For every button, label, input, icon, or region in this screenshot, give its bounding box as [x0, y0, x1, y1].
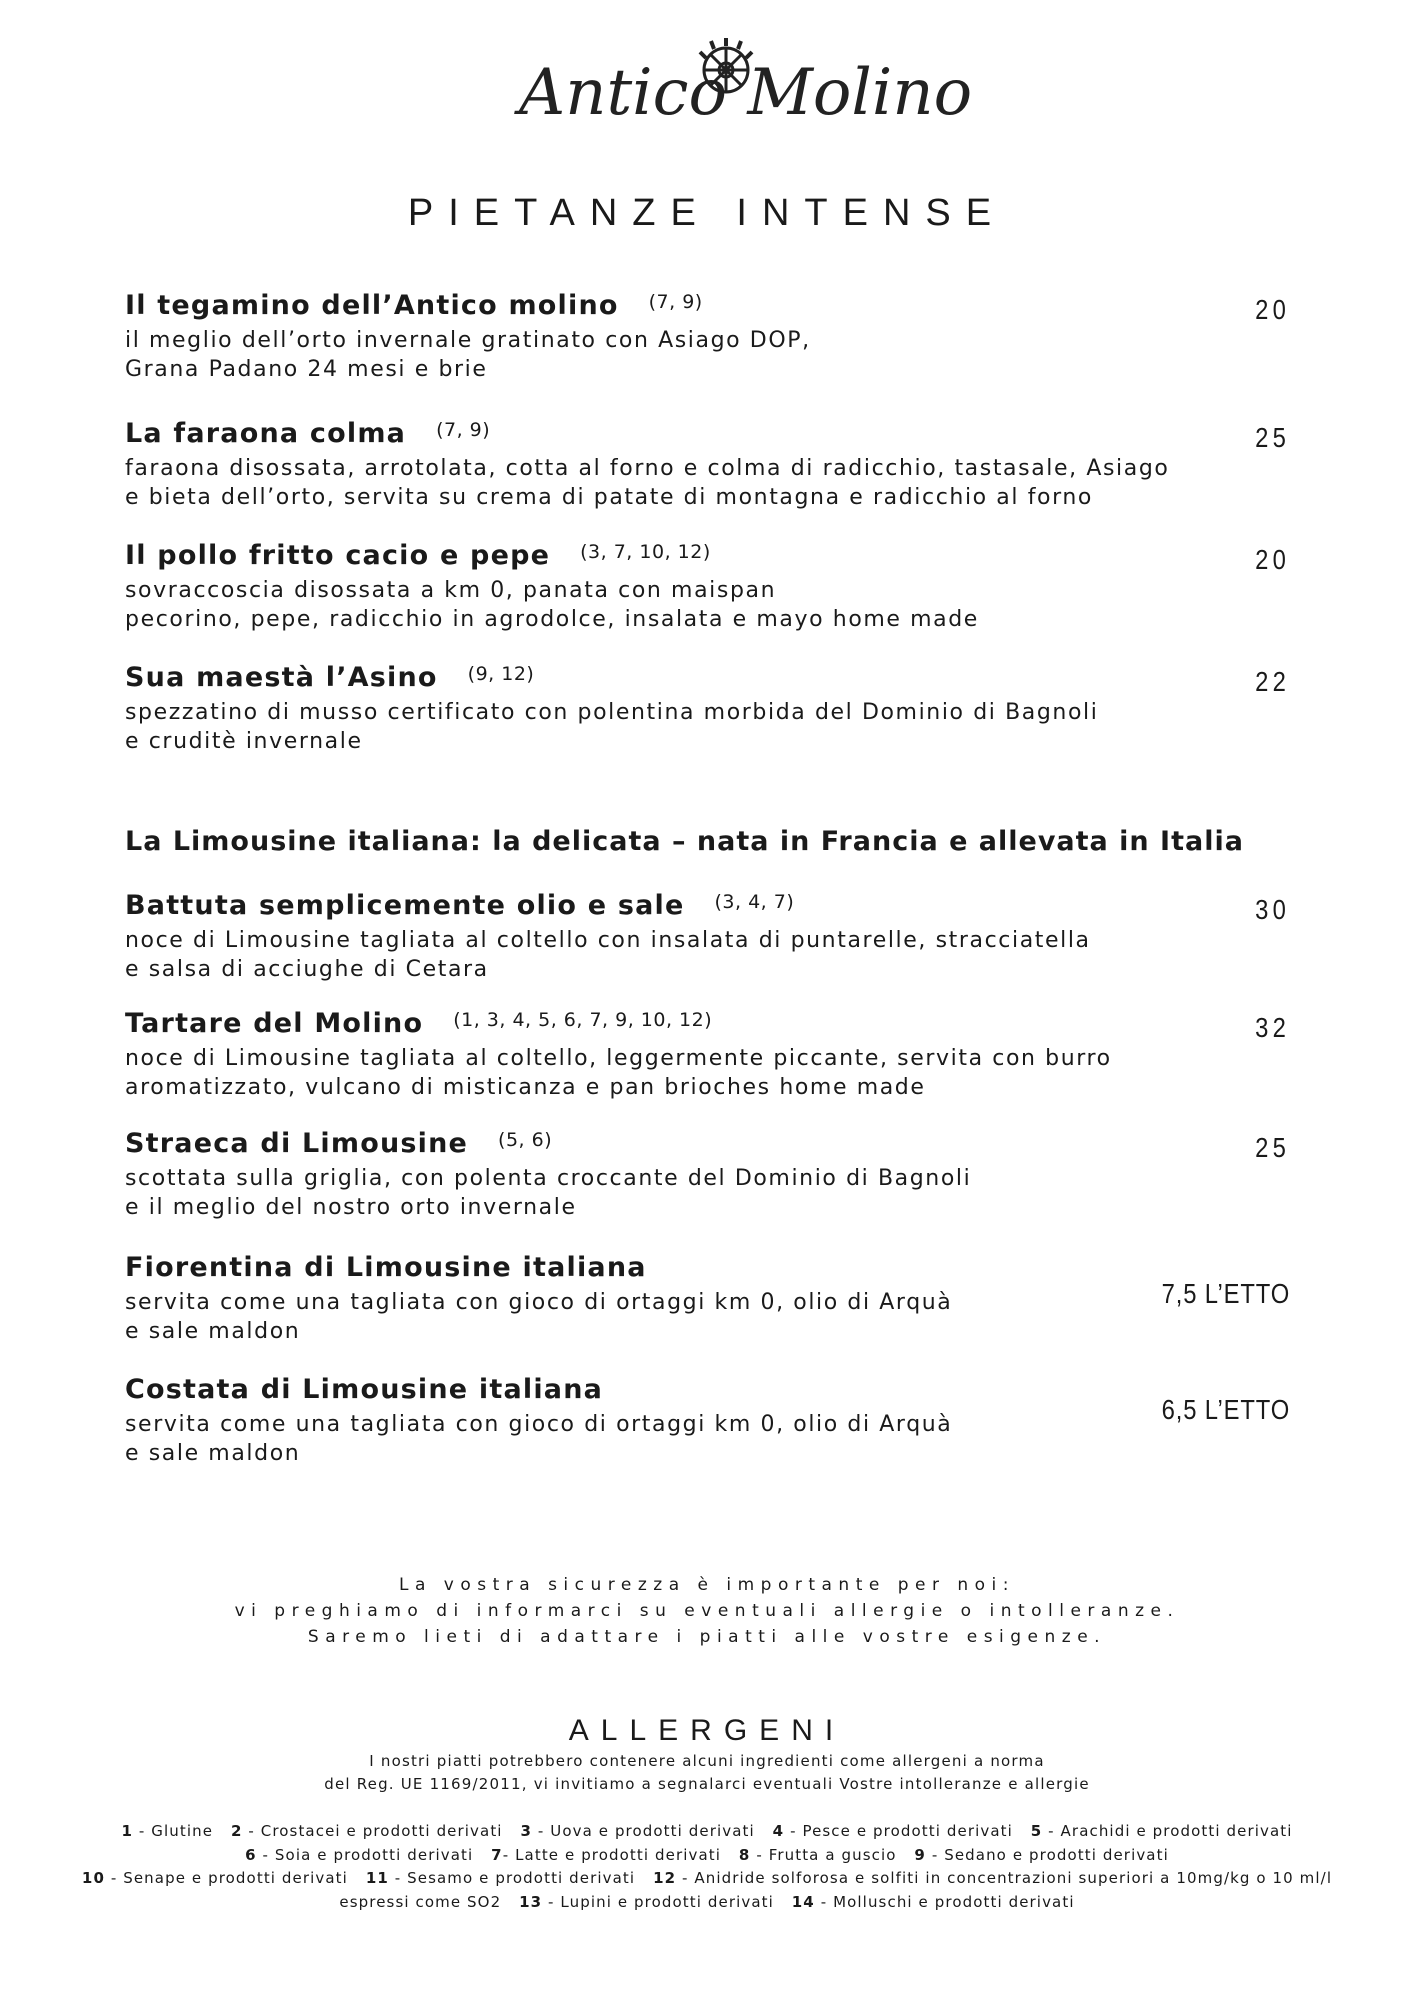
allergen-legend-line [0, 1867, 1414, 1891]
dish-name: Il pollo fritto cacio e pepe [125, 540, 551, 571]
allergeni-subtitle-line: I nostri piatti potrebbero contenere alcuni ingredienti come allergeni a norma [369, 1752, 1045, 1770]
dish-price: 30 [1255, 894, 1290, 925]
allergen-entry: espressi come SO2 [339, 1892, 502, 1911]
dish-allergens: (5, 6) [498, 1129, 553, 1151]
dish-description-line: pecorino, pepe, radicchio in agrodolce, insalata e mayo home made [125, 607, 979, 632]
brand-logo [514, 36, 973, 131]
allergen-legend-line [0, 1844, 1414, 1868]
dish-name: Battuta semplicemente olio e sale [125, 890, 685, 921]
allergen-entry: 8 - Frutta a guscio [738, 1845, 897, 1864]
allergen-legend-line [0, 1891, 1414, 1915]
allergeni-title: ALLERGENI [568, 1714, 846, 1747]
dish-description-line: e sale maldon [125, 1441, 301, 1466]
dish-price: 6,5 L’ETTO [1161, 1394, 1290, 1425]
dish-price: 22 [1255, 666, 1290, 697]
dish-price: 20 [1255, 544, 1290, 575]
dish-description-line: e bieta dell’orto, servita su crema di patate di montagna e radicchio al forno [125, 485, 1093, 510]
dish-allergens: (7, 9) [648, 291, 703, 313]
menu-item [125, 1008, 1290, 1102]
allergen-entry: 6 - Soia e prodotti derivati [245, 1845, 474, 1864]
dish-description-line: noce di Limousine tagliata al coltello, leggermente piccante, servita con burro [125, 1046, 1112, 1071]
dish-name: Costata di Limousine italiana [125, 1374, 604, 1405]
dish-description-line: sovraccoscia disossata a km 0, panata con maispan [125, 578, 777, 603]
dish-description-line: Grana Padano 24 mesi e brie [125, 357, 488, 382]
dish-name: Straeca di Limousine [125, 1128, 469, 1159]
dish-allergens: (3, 4, 7) [714, 891, 795, 913]
menu-item [125, 290, 1290, 384]
allergy-notice [0, 1572, 1414, 1650]
notice-line: La vostra sicurezza è importante per noi: [398, 1575, 1015, 1595]
dish-description-line: aromatizzato, vulcano di misticanza e pan brioches home made [125, 1075, 926, 1100]
allergen-entry: 4 - Pesce e prodotti derivati [772, 1822, 1013, 1840]
dish-description-line: e cruditè invernale [125, 729, 363, 754]
allergen-entry: 7- Latte e prodotti derivati [491, 1845, 722, 1864]
menu-item [125, 540, 1290, 634]
dish-allergens: (7, 9) [436, 419, 491, 441]
allergen-entry: 10 - Senape e prodotti derivati [81, 1869, 348, 1887]
dish-name: Fiorentina di Limousine italiana [125, 1252, 647, 1283]
dish-name: Sua maestà l’Asino [125, 662, 438, 693]
menu-item [125, 418, 1290, 512]
menu-item [125, 1252, 1290, 1346]
allergeni-subtitle [0, 1750, 1414, 1796]
dish-description-line: spezzatino di musso certificato con polentina morbida del Dominio di Bagnoli [125, 700, 1099, 725]
dish-description-line: noce di Limousine tagliata al coltello con insalata di puntarelle, stracciatella [125, 928, 1091, 953]
dish-allergens: (3, 7, 10, 12) [580, 541, 711, 563]
allergen-entry: 1 - Glutine [121, 1822, 214, 1840]
page-title: PIETANZE INTENSE [407, 192, 1007, 234]
dish-description-line: il meglio dell’orto invernale gratinato con Asiago DOP, [125, 328, 811, 353]
menu-item [125, 662, 1290, 756]
allergen-entry: 14 - Molluschi e prodotti derivati [791, 1892, 1075, 1911]
dish-price: 7,5 L’ETTO [1161, 1278, 1290, 1309]
brand-name: Antico Molino [519, 56, 973, 130]
menu-item [125, 1374, 1290, 1468]
allergen-entry: 9 - Sedano e prodotti derivati [914, 1845, 1169, 1864]
allergen-entry: 11 - Sesamo e prodotti derivati [365, 1869, 636, 1887]
dish-price: 25 [1255, 422, 1290, 453]
dish-description-line: e salsa di acciughe di Cetara [125, 957, 489, 982]
dish-description-line: servita come una tagliata con gioco di ortaggi km 0, olio di Arquà [125, 1412, 953, 1437]
allergen-legend-line [0, 1820, 1414, 1844]
dish-description-line: e sale maldon [125, 1319, 301, 1344]
notice-line: Saremo lieti di adattare i piatti alle vostre esigenze. [307, 1627, 1107, 1647]
dish-price: 25 [1255, 1132, 1290, 1163]
allergen-entry: 13 - Lupini e prodotti derivati [519, 1892, 774, 1911]
dish-allergens: (1, 3, 4, 5, 6, 7, 9, 10, 12) [453, 1009, 713, 1031]
allergen-entry: 12 - Anidride solforosa e solfiti in concentrazioni superiori a 10mg/kg o 10 ml/l [653, 1869, 1333, 1887]
menu-item [125, 890, 1290, 984]
allergeni-subtitle-line: del Reg. UE 1169/2011, vi invitiamo a segnalarci eventuali Vostre intolleranze e allergie [324, 1775, 1090, 1793]
dish-price: 20 [1255, 294, 1290, 325]
dish-description-line: e il meglio del nostro orto invernale [125, 1195, 577, 1220]
notice-line: vi preghiamo di informarci su eventuali allergie o intolleranze. [234, 1601, 1180, 1621]
dish-price: 32 [1255, 1012, 1290, 1043]
allergen-entry: 2 - Crostacei e prodotti derivati [230, 1822, 503, 1840]
dish-name: La faraona colma [125, 418, 407, 449]
menu-item [125, 1128, 1290, 1222]
allergen-legend [0, 1820, 1414, 1914]
dish-name: Il tegamino dell’Antico molino [125, 290, 619, 321]
allergen-entry: 3 - Uova e prodotti derivati [520, 1822, 755, 1840]
dish-description-line: servita come una tagliata con gioco di ortaggi km 0, olio di Arquà [125, 1290, 953, 1315]
allergen-entry: 5 - Arachidi e prodotti derivati [1030, 1822, 1293, 1840]
dish-description-line: faraona disossata, arrotolata, cotta al forno e colma di radicchio, tastasale, Asiago [125, 456, 1170, 481]
dish-name: Tartare del Molino [125, 1008, 424, 1039]
section-subheading: La Limousine italiana: la delicata – nata in Francia e allevata in Italia [125, 826, 1244, 857]
dish-allergens: (9, 12) [467, 663, 535, 685]
dish-description-line: scottata sulla griglia, con polenta croccante del Dominio di Bagnoli [125, 1166, 972, 1191]
